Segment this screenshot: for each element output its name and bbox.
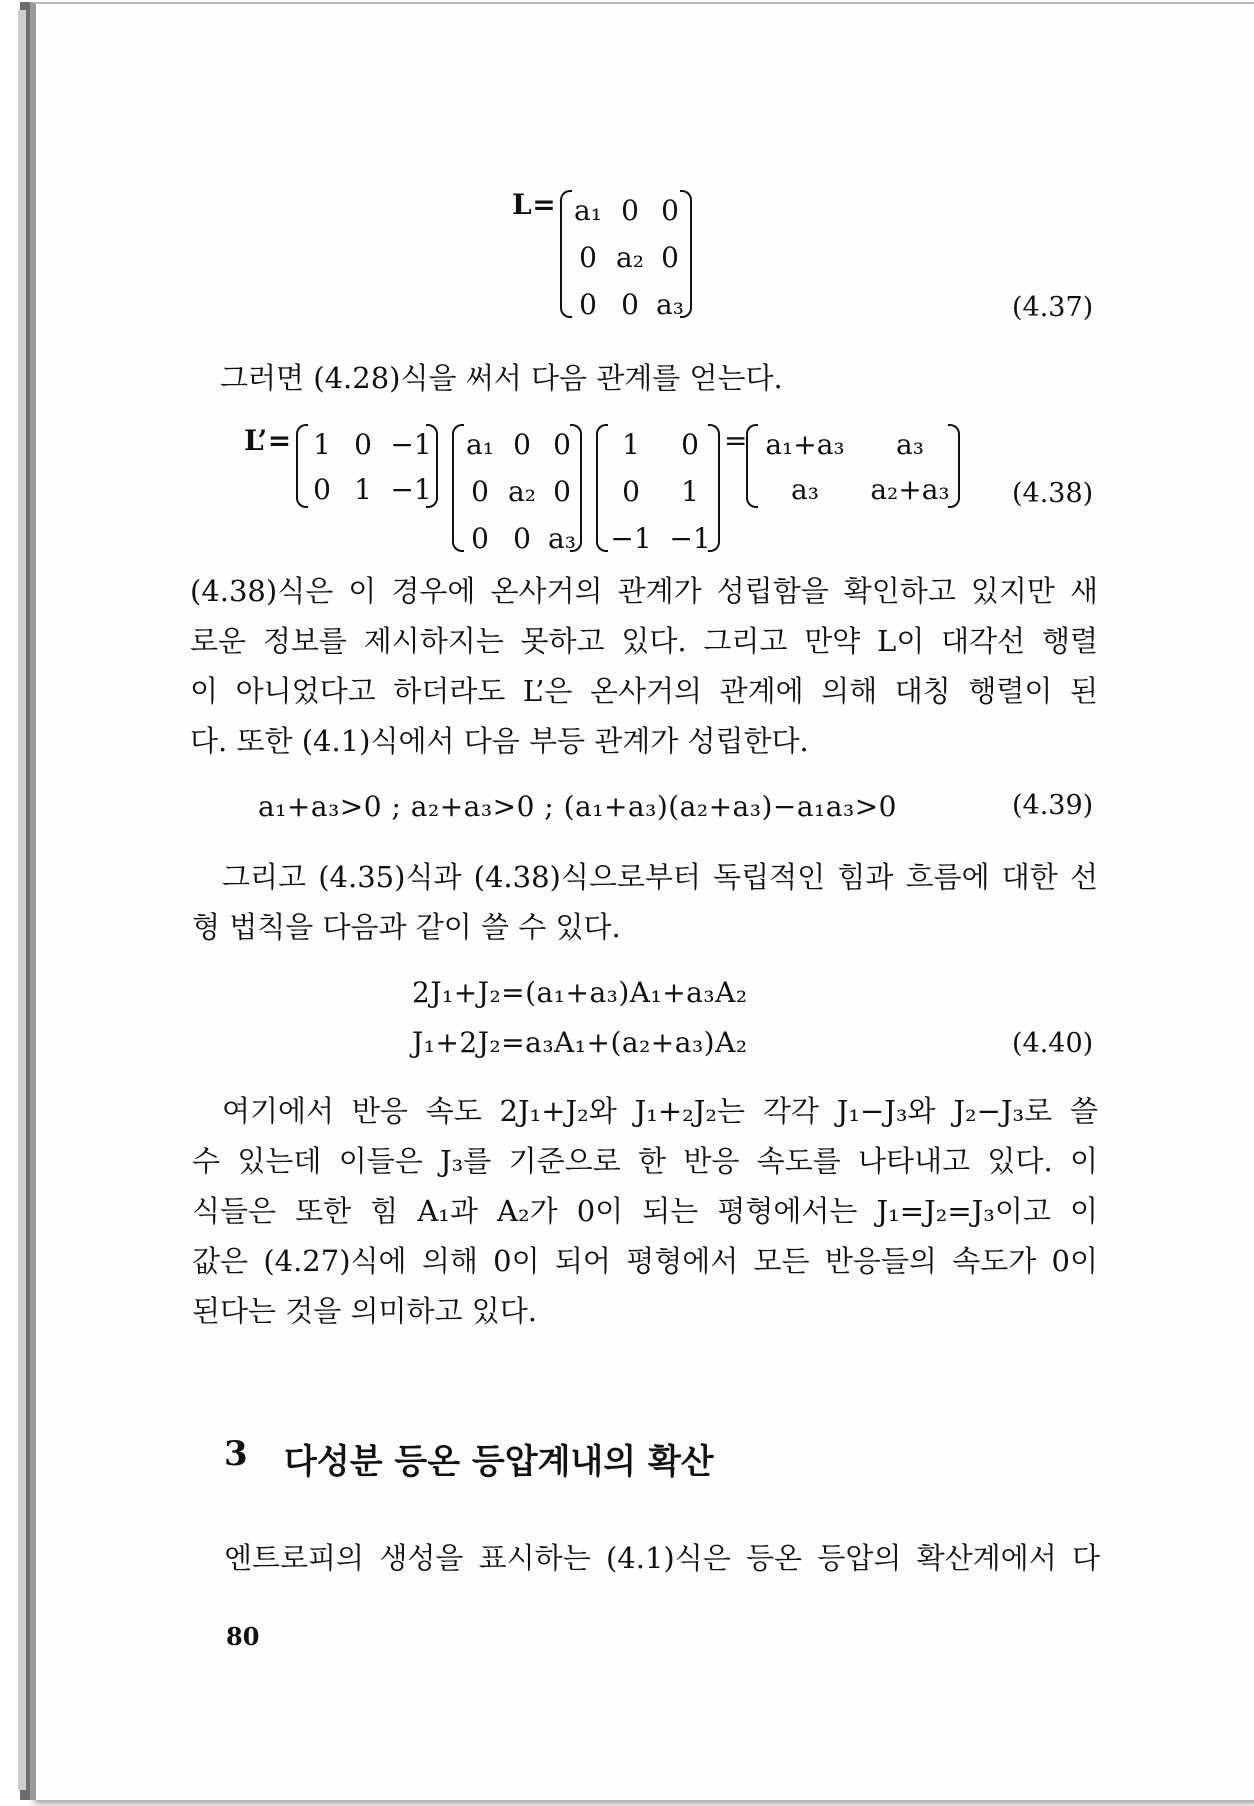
eq440-number: (4.40) [1012, 1028, 1094, 1059]
eq440-line1: 2J₁+J₂=(a₁+a₃)A₁+a₃A₂ [412, 976, 748, 1009]
paragraph-3-line-5: 된다는 것을 의미하고 있다. [192, 1294, 538, 1328]
eq437-cell-2-2: a₃ [656, 288, 684, 321]
eq438-m2-cell-0-1: 0 [513, 428, 531, 461]
paragraph-3 [192, 1086, 1098, 1336]
eq438-m1-cell-0-0: 1 [313, 428, 331, 461]
section-title: 다성분 등온 등압계내의 확산 [284, 1442, 714, 1482]
eq438-lhs: L’= [244, 424, 292, 457]
eq438-m3-cell-2-1: −1 [669, 522, 711, 555]
eq438-m2-cell-1-0: 0 [471, 475, 489, 508]
page-number: 80 [226, 1622, 260, 1651]
eq438-m4-cell-0-0: a₁+a₃ [765, 428, 845, 461]
eq437-cell-2-0: 0 [579, 288, 597, 321]
eq437-cell-0-0: a₁ [574, 194, 602, 227]
paragraph-1-line-4: 다. 또한 (4.1)식에서 다음 부등 관계가 성립한다. [190, 724, 809, 758]
paragraph-3-line-2: 수 있는데 이들은 J₃를 기준으로 한 반응 속도를 나타내고 있다. 이 [192, 1144, 1098, 1178]
eq438-m1-cell-0-2: −1 [390, 428, 432, 461]
paragraph-3-line-1: 여기에서 반응 속도 2J₁+J₂와 J₁+₂J₂는 각각 J₁−J₃와 J₂−J₃로 쓸 [222, 1094, 1098, 1128]
eq438-m1-cell-0-1: 0 [354, 428, 372, 461]
eq438-m1-cell-1-0: 0 [313, 473, 331, 506]
paragraph-3-line-4: 값은 (4.27)식에 의해 0이 되어 평형에서 모든 반응들의 속도가 0이 [192, 1244, 1098, 1278]
eq437-cell-0-1: 0 [621, 194, 639, 227]
paragraph-1-line-2: 로운 정보를 제시하지는 못하고 있다. 그리고 만약 L이 대각선 행렬 [190, 624, 1098, 658]
eq437-cell-1-2: 0 [661, 241, 679, 274]
eq438-m4-cell-1-1: a₂+a₃ [870, 473, 950, 506]
paragraph-1-line-1: (4.38)식은 이 경우에 온사거의 관계가 성립함을 확인하고 있지만 새 [190, 574, 1098, 608]
eq438-m2-cell-2-2: a₃ [548, 522, 576, 555]
eq438-matrix3 [596, 424, 720, 555]
section-number: 3 [224, 1434, 248, 1474]
eq438-matrix1 [296, 424, 438, 508]
eq439: a₁+a₃>0 ; a₂+a₃>0 ; (a₁+a₃)(a₂+a₃)−a₁a₃>0 [258, 790, 897, 823]
eq438-m3-cell-0-1: 0 [681, 428, 699, 461]
eq440-line2: J₁+2J₂=a₃A₁+(a₂+a₃)A₂ [412, 1026, 748, 1059]
eq437-number: (4.37) [1012, 292, 1094, 323]
eq438-m2-cell-0-0: a₁ [466, 428, 494, 461]
eq438-m4-cell-1-0: a₃ [791, 473, 819, 506]
eq439-number: (4.39) [1012, 790, 1094, 821]
paragraph-2-line-1: 그리고 (4.35)식과 (4.38)식으로부터 독립적인 힘과 흐름에 대한 선 [222, 860, 1098, 894]
eq438-m3-cell-1-0: 0 [622, 475, 640, 508]
eq438-m2-cell-2-1: 0 [513, 522, 531, 555]
eq437-cell-1-0: 0 [579, 241, 597, 274]
eq438-m1-cell-1-1: 1 [354, 473, 372, 506]
eq438-m3-cell-0-0: 1 [622, 428, 640, 461]
eq438-m2-cell-1-2: 0 [553, 475, 571, 508]
eq438-m2-cell-2-0: 0 [471, 522, 489, 555]
paragraph-3-line-3: 식들은 또한 힘 A₁과 A₂가 0이 되는 평형에서는 J₁=J₂=J₃이고 이 [192, 1194, 1098, 1228]
eq438-equals: = [724, 424, 748, 457]
eq438-m1-cell-1-2: −1 [390, 473, 432, 506]
paragraph-2-line-2: 형 법칙을 다음과 같이 쓸 수 있다. [192, 910, 621, 944]
eq437-matrix [560, 190, 692, 321]
eq437-cell-2-1: 0 [621, 288, 639, 321]
eq438-m3-cell-1-1: 1 [681, 475, 699, 508]
paragraph-1 [190, 566, 1098, 766]
paragraph-1-line-3: 이 아니었다고 하더라도 L’은 온사거의 관계에 의해 대칭 행렬이 된 [190, 674, 1098, 708]
eq438-matrix4 [746, 424, 960, 508]
eq437-cell-0-2: 0 [661, 194, 679, 227]
eq438-m4-cell-0-1: a₃ [896, 428, 924, 461]
eq438-m2-cell-0-2: 0 [553, 428, 571, 461]
eq438-m2-cell-1-1: a₂ [508, 475, 536, 508]
eq438-number: (4.38) [1012, 478, 1094, 509]
eq437-lhs: L= [512, 188, 557, 221]
paragraph-2 [192, 852, 1098, 952]
paragraph-4: 엔트로피의 생성을 표시하는 (4.1)식은 등온 등압의 확산계에서 다 [224, 1541, 1100, 1575]
eq438-matrix2 [452, 424, 582, 555]
eq437-cell-1-1: a₂ [616, 241, 644, 274]
text1: 그러면 (4.28)식을 써서 다음 관계를 얻는다. [220, 361, 783, 395]
eq438-m3-cell-2-0: −1 [610, 522, 652, 555]
